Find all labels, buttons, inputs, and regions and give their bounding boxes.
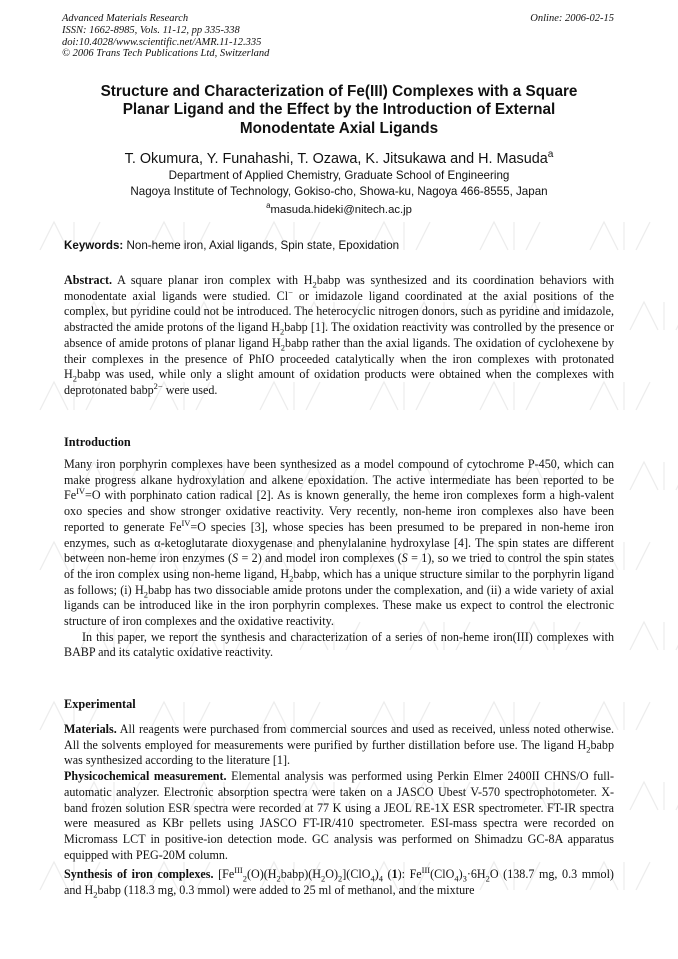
exp-text: (ClO (430, 867, 455, 882)
exp-text: (O)(H (246, 867, 277, 882)
subscript: 2 (289, 573, 294, 584)
affiliation (40, 168, 638, 200)
watermark-stroke (630, 462, 678, 490)
abstract-label: Abstract. (64, 273, 113, 287)
title-line: Monodentate Axial Ligands (239, 119, 439, 137)
materials-paragraph (64, 722, 614, 769)
exp-text: ](ClO (342, 867, 371, 882)
paper-title (40, 83, 638, 138)
subscript: 2 (586, 744, 591, 755)
introduction-heading: Introduction (64, 435, 131, 449)
subscript: 2 (276, 873, 281, 884)
intro-text: babp has two dissociable amide protons under the complexation, and (ii) a wide variety of axial ligands can be introduced like in the iron porphyrin complexes. These make us expect to control the electronic structure of iron complexes and the oxidative reactivity. (64, 582, 614, 629)
subscript: 2 (485, 873, 490, 884)
measurement-paragraph (64, 769, 614, 863)
experimental-heading: Experimental (64, 697, 136, 711)
introduction-paragraph: In this paper, we report the synthesis and characterization of a series of non-heme iron(III) complexes with BABP and its catalytic oxidative reactivity. (64, 629, 614, 660)
email-address[interactable]: masuda.hideki@nitech.ac.jp (270, 204, 412, 216)
intro-text: =O species [3], whose species has been presumed to be prepared in non-heme iron enzymes, such as α-ketoglutarate dioxygenase and phenylalanine hydroxylase [4]. The spin states are different between non-heme iron enzymes ( (64, 519, 614, 566)
subscript: 4 (454, 873, 459, 884)
abstract-text: or imidazole ligand coordinated at the axial positions of the complex, but pyridine could not be introduced. The heterocyclic nitrogen donors, such as pyridine and imidazole, abstracted the amide protons of the ligand H (64, 288, 614, 335)
superscript: III (234, 865, 243, 876)
doi-line: doi:10.4028/www.scientific.net/AMR.11-12.335 (62, 36, 262, 48)
spin-symbol: S (232, 551, 239, 566)
exp-text: ): Fe (397, 867, 422, 882)
subscript: 3 (462, 873, 467, 884)
subscript: 2 (143, 589, 148, 600)
exp-text: O (138.7 mg, 0.3 mmol) and H (64, 867, 614, 898)
measurement-label: Physicochemical measurement. (64, 769, 227, 784)
compound-number: 1 (391, 867, 398, 882)
affiliation-line: Department of Applied Chemistry, Graduate School of Engineering (168, 169, 510, 182)
online-date: Online: 2006-02-15 (530, 13, 614, 24)
exp-text: babp was synthesized according to the literature [1]. (64, 737, 614, 768)
keywords-label: Keywords: (64, 239, 124, 252)
subscript: 2 (338, 873, 343, 884)
subscript: 2 (312, 279, 317, 290)
journal-name: Advanced Materials Research (62, 13, 189, 24)
abstract-text: babp was synthesized and its coordination behaviors with monodentate axial ligands were studied. Cl (64, 273, 614, 303)
exp-text: babp (118.3 mg, 0.3 mmol) were added to 25 ml of methanol, and the mixture (97, 883, 475, 898)
abstract-text: babp was used, while only a slight amount of oxidation products were obtained when the complexes with deprotonated babp (64, 367, 614, 397)
author-list (40, 150, 638, 168)
exp-text: O) (325, 867, 339, 882)
exp-text: ) (458, 867, 463, 882)
synthesis-paragraph (64, 867, 614, 898)
subscript: 2 (242, 873, 247, 884)
abstract-paragraph (64, 273, 614, 399)
subscript: 4 (370, 873, 375, 884)
watermark-stroke (630, 302, 678, 330)
subscript: 2 (72, 373, 77, 384)
title-line: Structure and Characterization of Fe(III) Complexes with a Square (100, 83, 578, 100)
keywords-text: Non-heme iron, Axial ligands, Spin state, Epoxidation (126, 239, 400, 252)
superscript: − (288, 286, 293, 297)
email-marker: a (266, 201, 271, 211)
subscript: 4 (378, 873, 383, 884)
intro-text: = 1), so we tried to control the spin states of the iron complex using non-heme ligand, H (64, 551, 614, 581)
exp-text: Elemental analysis was performed using Perkin Elmer 2400II CHNS/O full-automatic analyzer. Electronic absorption spectra were taken on a JASCO Ubest V-570 spectrophotometer. X-band frozen solution ESR spectra were recorded at 77 K using a JEOL RE-1X ESR spectrometer. FT-IR spectra were measured as KBr pellets using JASCO FT-IR/410 spectrometer. ESI-mass spectra were recorded on Micromass LCT in positive-ion detection mode. GC analysis was performed on Shimadzu GC-8A apparatus equipped with PEG-20M column. (64, 769, 614, 862)
exp-text: ·6H (466, 867, 486, 882)
intro-text: = 2) and model iron complexes ( (238, 551, 402, 566)
superscript: IV (76, 486, 86, 497)
experimental-section (64, 722, 614, 899)
copyright-line: © 2006 Trans Tech Publications Ltd, Switzerland (62, 48, 270, 60)
introduction-paragraph (64, 457, 614, 630)
superscript: III (421, 865, 431, 876)
journal-header (62, 13, 269, 60)
intro-text: Many iron porphyrin complexes have been synthesized as a model compound of cytochrome P-450, which can make progress alkane hydroxylation and alkene epoxidation. The active intermediate has been reported to be Fe (64, 457, 614, 503)
synthesis-label: Synthesis of iron complexes. (64, 867, 214, 882)
subscript: 2 (280, 342, 286, 353)
intro-text: babp, which has a unique structure similar to the porphyrin ligand as follows; (i) H (64, 566, 615, 597)
abstract-text: A square planar iron complex with H (112, 273, 313, 287)
contact-email (40, 203, 638, 218)
affiliation-line: Nagoya Institute of Technology, Gokiso-cho, Showa-ku, Nagoya 466-8555, Japan (130, 185, 548, 198)
superscript: IV (181, 517, 191, 528)
subscript: 2 (279, 326, 285, 337)
spin-symbol: S (401, 551, 408, 566)
authors-text: T. Okumura, Y. Funahashi, T. Ozawa, K. Jitsukawa and H. Masuda (124, 151, 548, 167)
abstract-text: babp [1]. The oxidation reactivity was controlled by the presence or absence of amide protons of planar ligand H (64, 320, 614, 350)
abstract-text: were used. (162, 382, 218, 397)
exp-text: All reagents were purchased from commercial sources and used as received, unless noted otherwise. All the solvents employed for measurements were purified by further distillation before use. The ligand H (64, 722, 614, 752)
exp-text: [Fe (213, 867, 235, 882)
introduction-section (64, 457, 614, 661)
title-line: Planar Ligand and the Effect by the Introduction of External (122, 101, 556, 119)
intro-text: =O with porphinato cation radical [2]. As is known generally, the heme iron complexes form a high-valent oxo species and show stronger oxidative reactivity. Very recently, non-heme iron complexes also have been reported to generate Fe (64, 488, 614, 534)
superscript: 2− (153, 380, 163, 391)
abstract-text: babp rather than the axial ligands. The oxidation of cyclohexene by their complexes in the presence of PhIO proceeded catalytically when the iron complexes with protonated H (64, 335, 614, 382)
materials-label: Materials. (64, 722, 117, 736)
subscript: 2 (321, 873, 326, 884)
author-affiliation-marker: a (547, 149, 554, 161)
watermark-stroke (630, 782, 678, 810)
issn-line: ISSN: 1662-8985, Vols. 11-12, pp 335-338 (62, 24, 240, 36)
keywords (64, 238, 624, 253)
subscript: 2 (93, 889, 98, 900)
exp-text: ) (374, 867, 379, 882)
exp-text: babp)(H (280, 867, 322, 882)
exp-text: ( (382, 867, 392, 882)
watermark-stroke (630, 622, 678, 650)
